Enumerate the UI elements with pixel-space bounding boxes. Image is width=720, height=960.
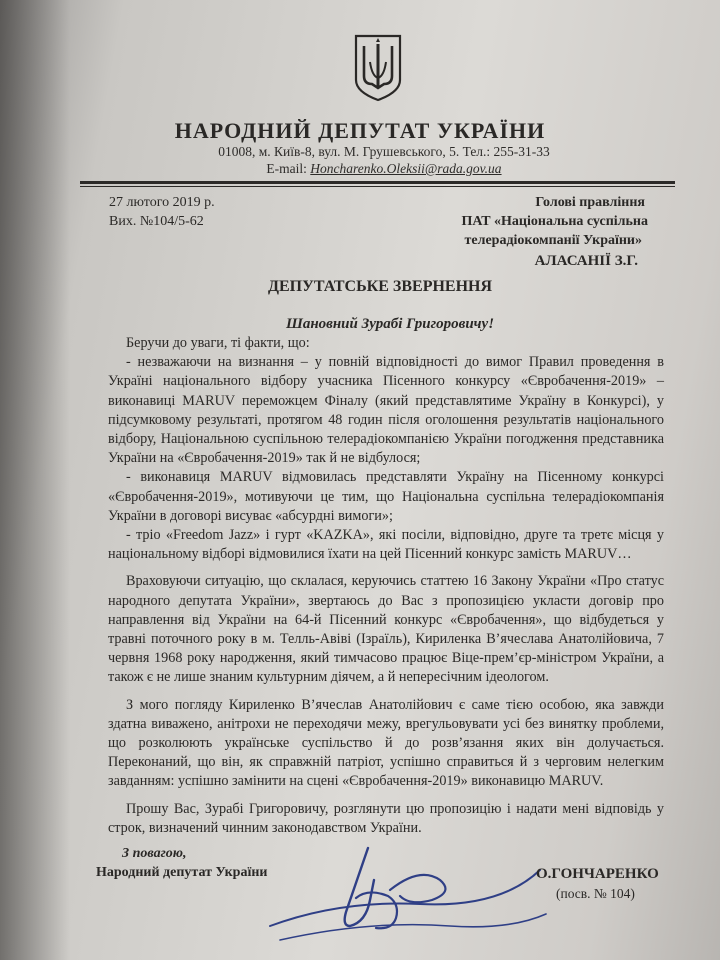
signer-name: О.ГОНЧАРЕНКО bbox=[536, 866, 659, 882]
header-rule-thin bbox=[80, 186, 675, 187]
addressee-line: ПАТ «Національна суспільна bbox=[461, 214, 648, 229]
letterhead-title: НАРОДНИЙ ДЕПУТАТ УКРАЇНИ bbox=[174, 118, 546, 143]
letter-subject: ДЕПУТАТСЬКЕ ЗВЕРНЕННЯ bbox=[267, 278, 493, 295]
handwritten-signature bbox=[250, 830, 550, 960]
salutation: Шановний Зурабі Григоровичу! bbox=[285, 316, 495, 332]
body-paragraph: - незважаючи на визнання – у повній відповідності до вимог Правил проведення в Україні національного відбору учасника Пісенного конкурсу «Євробачення-2019» – виконавиці MARUV переможцем Фіналу (який представлятиме Україну в Конкурсі), у підсумковому результаті, протягом 48 годин після оголошення результатів національного відбору, Національною суспільною телерадіокомпанією України погодження представника України на «Євробачення-2019» так й не відбулося; bbox=[108, 354, 664, 467]
letterhead-email-line bbox=[24, 161, 720, 177]
body-paragraph: Враховуючи ситуацію, що склалася, керуючись статтею 16 Закону України «Про статус народного депутата України», звертаюсь до Вас з пропозицією укласти договір про направлення від України на 64-й Пісенний конкурс «Євробачення», що відбудеться у травні поточного року в м. Телль-Авіві (Ізраїль), Кириленка В’ячеслава Анатолійовича, 7 червня 1968 року народження, який тимчасово працює Віце-прем’єр-міністром України, а також є не лише знаним культурним діячем, а й непересічним ідеологом. bbox=[108, 573, 664, 686]
addressee-name: АЛАСАНІЇ З.Г. bbox=[534, 253, 638, 269]
email-label: E-mail: bbox=[266, 161, 307, 176]
letter-date: 27 лютого 2019 р. bbox=[109, 195, 215, 210]
letter-ref-number: Вих. №104/5-62 bbox=[109, 214, 204, 229]
signer-title: Народний депутат України bbox=[96, 865, 268, 880]
body-paragraph: Беручи до уваги, ті факти, що: bbox=[126, 335, 310, 351]
addressee-line: телерадіокомпанії України» bbox=[464, 233, 642, 248]
body-paragraph: - виконавиця MARUV відмовилась представляти Україну на Пісенному конкурсі «Євробачення-2019», мотивуючи це тим, що Національна суспільна телерадіокомпанія України в договорі висуває «абсурдні вимоги»; bbox=[108, 469, 664, 524]
letterhead-address: 01008, м. Київ-8, вул. М. Грушевського, 5. Тел.: 255-31-33 bbox=[218, 144, 550, 159]
signer-certificate: (посв. № 104) bbox=[556, 886, 635, 901]
body-paragraph: - тріо «Freedom Jazz» і гурт «KAZKA», які посіли, відповідно, друге та третє місця у національному відборі відмовилися їхати на цей Пісенний конкурс замість MARUV… bbox=[108, 527, 664, 563]
email-address: Honcharenko.Oleksii@rada.gov.ua bbox=[310, 161, 502, 176]
header-rule-thick bbox=[80, 181, 675, 184]
letter-body bbox=[108, 334, 664, 838]
closing-phrase: З повагою, bbox=[122, 846, 187, 861]
trident-emblem-icon bbox=[352, 32, 404, 102]
body-paragraph: З мого погляду Кириленко В’ячеслав Анатолійович є саме тією особою, яка завжди здатна виважено, анітрохи не переходячи межу, врегульовувати усі без винятку проблеми, що розколюють українське суспільство й до розв’язання яких він долучається. Переконаний, що він, як справжній патріот, успішно справиться й з черговим нелегким завданням: успішно замінити на сцені «Євробачення-2019» виконавицю MARUV. bbox=[108, 696, 664, 790]
body-paragraph: Прошу Вас, Зурабі Григоровичу, розглянути цю пропозицію і надати мені відповідь у строк, визначений чинним законодавством України. bbox=[108, 800, 664, 836]
addressee-line: Голові правління bbox=[535, 195, 645, 210]
